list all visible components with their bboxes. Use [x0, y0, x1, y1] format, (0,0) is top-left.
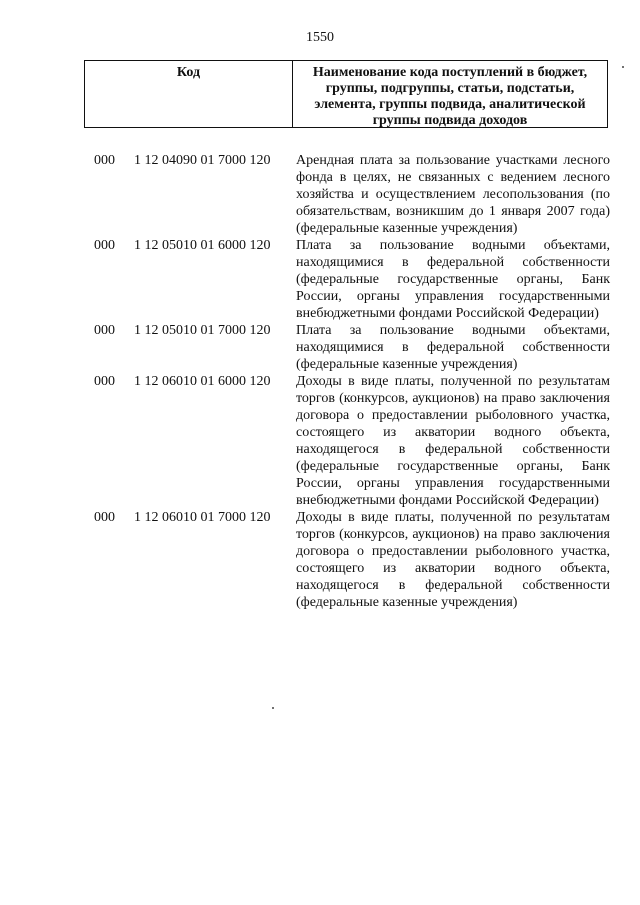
table-header: [84, 60, 608, 128]
admin-code: 000: [94, 323, 115, 338]
income-code-list: [94, 152, 610, 611]
admin-code: 000: [94, 510, 115, 525]
admin-code: 000: [94, 238, 115, 253]
income-description: Доходы в виде платы, полученной по результатам торгов (конкурсов, аукционов) на право заключения договора о предоставлении рыболовного участка, состоящего из акватории водного объекта, находящегося в федеральной собственности (федеральные казенные учреждения): [296, 510, 610, 610]
table-row: [94, 237, 610, 322]
income-description: Плата за пользование водными объектами, находящимися в федеральной собственности (федеральные государственные органы, Банк России, органы управления государственными внебюджетными фондами Российской Федерации): [296, 238, 610, 321]
income-code: 1 12 05010 01 6000 120: [134, 238, 271, 253]
income-code: 1 12 06010 01 6000 120: [134, 374, 271, 389]
scan-speck: [272, 707, 274, 709]
scan-speck: [622, 66, 624, 68]
table-row: [94, 322, 610, 373]
income-description: Арендная плата за пользование участками лесного фонда в целях, не связанных с ведением лесного хозяйства и осуществлением лесопользования (по обязательствам, возникшим до 1 января 2007 года) (федеральные казенные учреждения): [296, 153, 610, 236]
income-code: 1 12 04090 01 7000 120: [134, 153, 271, 168]
table-row: [94, 509, 610, 611]
admin-code: 000: [94, 374, 115, 389]
income-description: Доходы в виде платы, полученной по результатам торгов (конкурсов, аукционов) на право заключения договора о предоставлении рыболовного участка, состоящего из акватории водного объекта, находящегося в федеральной собственности (федеральные государственные органы, Банк России, органы управления государственными внебюджетными фондами Российской Федерации): [296, 374, 610, 508]
page-number: 1550: [306, 30, 334, 45]
income-code: 1 12 05010 01 7000 120: [134, 323, 271, 338]
income-description: Плата за пользование водными объектами, находящимися в федеральной собственности (федеральные казенные учреждения): [296, 323, 610, 372]
income-code: 1 12 06010 01 7000 120: [134, 510, 271, 525]
table-row: [94, 373, 610, 509]
table-row: [94, 152, 610, 237]
header-name: Наименование кода поступлений в бюджет, группы, подгруппы, статьи, подстатьи, элемента, группы подвида, аналитической группы подвида доходов: [312, 65, 588, 128]
header-code: Код: [85, 61, 293, 127]
admin-code: 000: [94, 153, 115, 168]
